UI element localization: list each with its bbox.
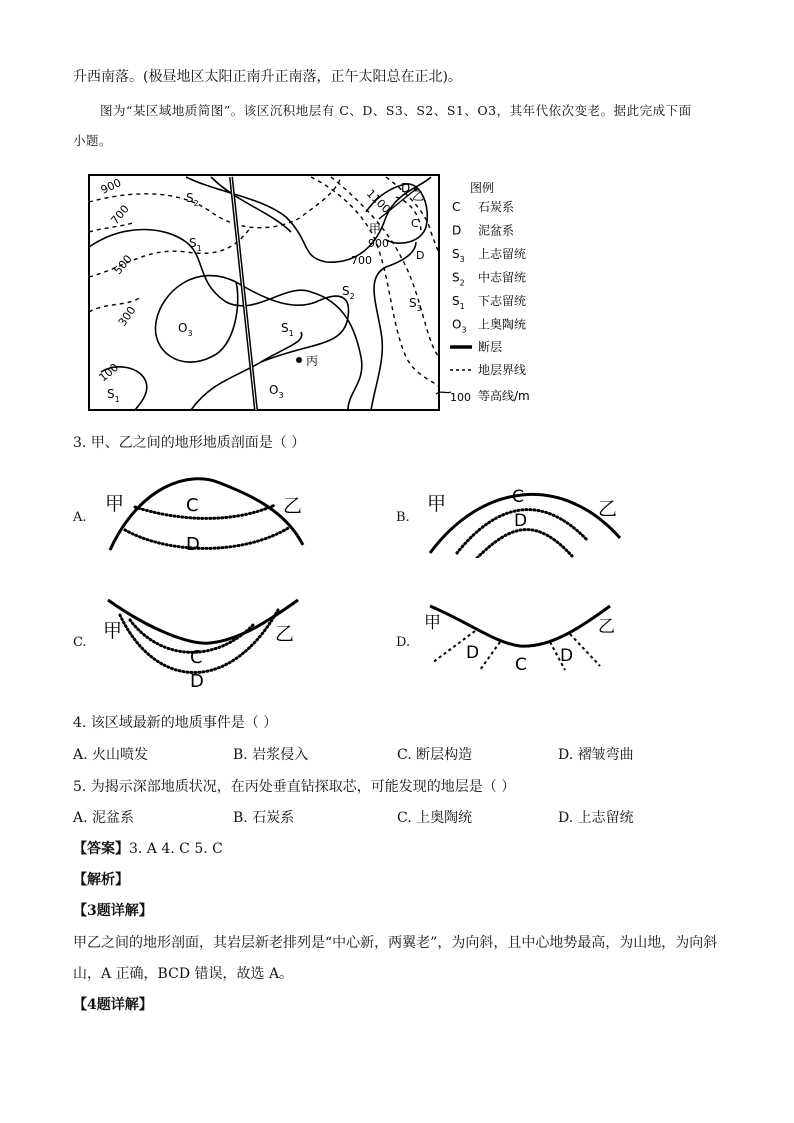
svg-text:D: D — [466, 643, 480, 663]
detail4-tag: 【4题详解】 — [73, 997, 153, 1013]
contour-label: 100 — [96, 360, 122, 385]
legend-contour: 等高线/m — [478, 389, 530, 403]
continued-text: 升西南落。(极昼地区太阳正南升正南落，正午太阳总在正北)。 — [73, 69, 462, 85]
legend-label: 上志留统 — [478, 247, 527, 261]
label-jia: 甲 — [369, 222, 382, 236]
q4-option-c[interactable]: C. 断层构造 — [397, 747, 473, 763]
svg-text:S2: $S_2$ — [342, 284, 355, 301]
legend-symbol: D — [452, 223, 462, 238]
analysis-tag: 【解析】 — [73, 872, 129, 888]
q3-option-c-letter[interactable]: C. — [73, 635, 87, 650]
svg-text:乙: 乙 — [598, 617, 615, 637]
q4-option-d[interactable]: D. 褶皱弯曲 — [558, 747, 634, 763]
contour-label: 700 — [108, 202, 132, 227]
legend-label: 泥盆系 — [478, 223, 515, 238]
svg-text:C: C — [515, 655, 527, 675]
svg-text:D: D — [560, 646, 574, 666]
legend-symbol: $O_3$ — [452, 317, 467, 335]
contour-label: 700 — [351, 254, 372, 267]
legend-symbol: $S_1$ — [452, 294, 465, 311]
legend-fault: 断层 — [478, 340, 503, 354]
legend-contour-value: 100 — [450, 391, 471, 404]
q3-option-d-diagram[interactable] — [420, 598, 625, 678]
legend-symbol: $S_3$ — [452, 247, 465, 264]
q5-option-c[interactable]: C. 上奥陶统 — [397, 810, 473, 826]
detail3-line2: 山，A 正确，BCD 错误，故选 A。 — [73, 966, 294, 982]
contour-labels — [97, 176, 393, 384]
svg-text:D: D — [514, 511, 528, 531]
q4-option-b[interactable]: B. 岩浆侵入 — [233, 747, 309, 763]
svg-text:O3: $O_3$ — [269, 383, 284, 400]
svg-text:乙: 乙 — [283, 495, 303, 517]
contour-label: 900 — [368, 237, 389, 250]
svg-text:S1: $S_1$ — [281, 321, 294, 338]
q5-option-a[interactable]: A. 泥盆系 — [73, 810, 135, 826]
q3-option-d-letter[interactable]: D. — [396, 635, 411, 650]
label-bing: 丙 — [306, 354, 319, 368]
intro-text-cont: 小题。 — [73, 133, 113, 148]
q3-option-a-letter[interactable]: A. — [73, 510, 87, 525]
svg-text:C: C — [190, 647, 203, 668]
answer-line — [73, 838, 223, 858]
q3-option-a-diagram[interactable] — [100, 475, 315, 560]
legend-symbol: C — [452, 200, 461, 214]
svg-text:甲: 甲 — [427, 493, 447, 515]
legend-label: 下志留统 — [478, 294, 527, 308]
point-bing — [296, 357, 302, 363]
legend-label: 石炭系 — [478, 200, 515, 214]
svg-text:D: D — [401, 181, 411, 195]
svg-text:甲: 甲 — [424, 613, 441, 633]
contour-label: 900 — [98, 176, 124, 197]
svg-text:S1: $S_1$ — [107, 387, 120, 404]
svg-text:D: D — [416, 249, 425, 262]
svg-text:S2: $S_2$ — [186, 191, 199, 208]
contour-label: 1100 — [363, 186, 393, 216]
svg-text:C: C — [512, 487, 524, 507]
q3-stem: 3. 甲、乙之间的地形地质剖面是（ ） — [73, 435, 306, 451]
contour-lines — [89, 177, 431, 410]
legend-boundary: 地层界线 — [478, 363, 527, 377]
q3-option-b-letter[interactable]: B. — [396, 510, 410, 525]
map-legend — [436, 180, 530, 404]
svg-text:D: D — [186, 534, 200, 555]
svg-text:O3: $O_3$ — [178, 321, 193, 338]
answer-tag: 【答案】 — [73, 841, 129, 857]
contour-label: 300 — [115, 304, 139, 329]
q5-option-b[interactable]: B. 石炭系 — [233, 810, 295, 826]
contour-label: 500 — [111, 252, 135, 277]
legend-label: 中志留统 — [478, 270, 527, 285]
q4-stem: 4. 该区域最新的地质事件是（ ） — [73, 715, 278, 731]
svg-text:S1: $S_1$ — [189, 236, 202, 253]
geologic-map — [86, 172, 536, 414]
svg-text:乙: 乙 — [598, 498, 618, 520]
q5-option-d[interactable]: D. 上志留统 — [558, 810, 634, 826]
svg-text:D: D — [190, 671, 204, 692]
q4-option-a[interactable]: A. 火山喷发 — [73, 747, 149, 763]
intro-text: 图为“某区域地质简图”。该区沉积地层有 C、D、S3、S2、S1、O3，其年代依次变老。据此完成下面 — [100, 103, 692, 118]
q5-stem: 5. 为揭示深部地质状况，在丙处垂直钻探取芯，可能发现的地层是（ ） — [73, 779, 516, 795]
q3-option-b-diagram[interactable] — [422, 478, 632, 558]
svg-text:C: C — [411, 217, 419, 230]
svg-text:甲: 甲 — [103, 620, 123, 642]
svg-text:C: C — [186, 495, 199, 516]
svg-text:甲: 甲 — [105, 493, 125, 515]
label-yi: 乙 — [412, 189, 425, 203]
answer-text: 3. A 4. C 5. C — [129, 841, 223, 857]
svg-text:乙: 乙 — [275, 623, 295, 645]
legend-label: 上奥陶统 — [478, 317, 527, 332]
legend-title: 图例 — [470, 181, 495, 195]
detail3-line1: 甲乙之间的地形剖面，其岩层新老排列是“中心新，两翼老”，为向斜，且中心地势最高，为山地，为向斜 — [73, 935, 718, 951]
legend-symbol: $S_2$ — [452, 270, 465, 288]
detail3-tag: 【3题详解】 — [73, 903, 153, 919]
svg-text:S3: $S_3$ — [409, 296, 422, 313]
q3-option-c-diagram[interactable] — [100, 595, 305, 695]
